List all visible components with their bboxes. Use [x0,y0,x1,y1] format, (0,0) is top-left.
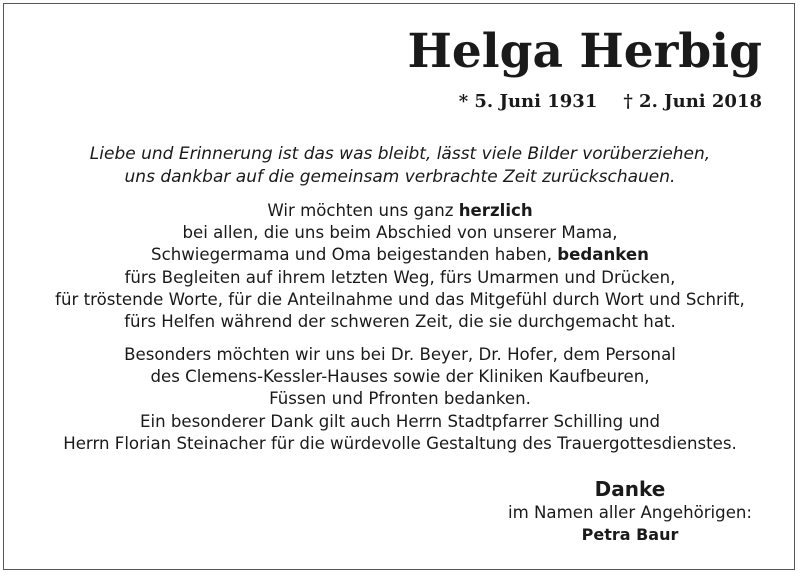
special-thanks-paragraph [0,344,800,455]
signature-note: im Namen aller Angehörigen: [507,503,753,522]
poem [0,143,800,189]
poem-line: Liebe und Erinnerung ist das was bleibt, lässt viele Bilder vorüberziehen, [89,144,711,164]
thanks-line: fürs Begleiten auf ihrem letzten Weg, fürs Umarmen und Drücken, [124,267,676,287]
emphasis-herzlich: herzlich [458,201,533,220]
special-line: Füssen und Pfronten bedanken. [269,389,531,409]
thanks-line: fürs Helfen während der schweren Zeit, die sie durchgemacht hat. [124,312,676,332]
death-date: † 2. Juni 2018 [623,91,762,112]
signature-danke: Danke [594,477,666,501]
special-line: Herrn Florian Steinacher für die würdevolle Gestaltung des Trauergottesdienstes. [63,433,737,453]
thanks-paragraph [0,200,800,333]
emphasis-bedanken: bedanken [557,245,649,265]
birth-date: * 5. Juni 1931 [458,91,598,112]
special-line: Besonders möchten wir uns bei Dr. Beyer, Dr. Hofer, dem Personal [124,345,676,364]
life-dates [459,90,762,114]
special-line: Ein besonderer Dank gilt auch Herrn Stadtpfarrer Schilling und [139,411,661,431]
thanks-line: Wir möchten uns ganz herzlich [267,201,533,220]
poem-line: uns dankbar auf die gemeinsam verbrachte Zeit zurückschauen. [124,167,676,187]
deceased-name: Helga Herbig [407,24,762,79]
thanks-line: für tröstende Worte, für die Anteilnahme und das Mitgefühl durch Wort und Schrift, [55,289,745,309]
thanks-line: bei allen, die uns beim Abschied von unserer Mama, [182,223,618,243]
signature-name: Petra Baur [581,525,679,544]
thanks-line: Schwiegermama und Oma beigestanden haben, bedanken [151,245,649,265]
special-line: des Clemens-Kessler-Hauses sowie der Kliniken Kaufbeuren, [150,367,650,387]
